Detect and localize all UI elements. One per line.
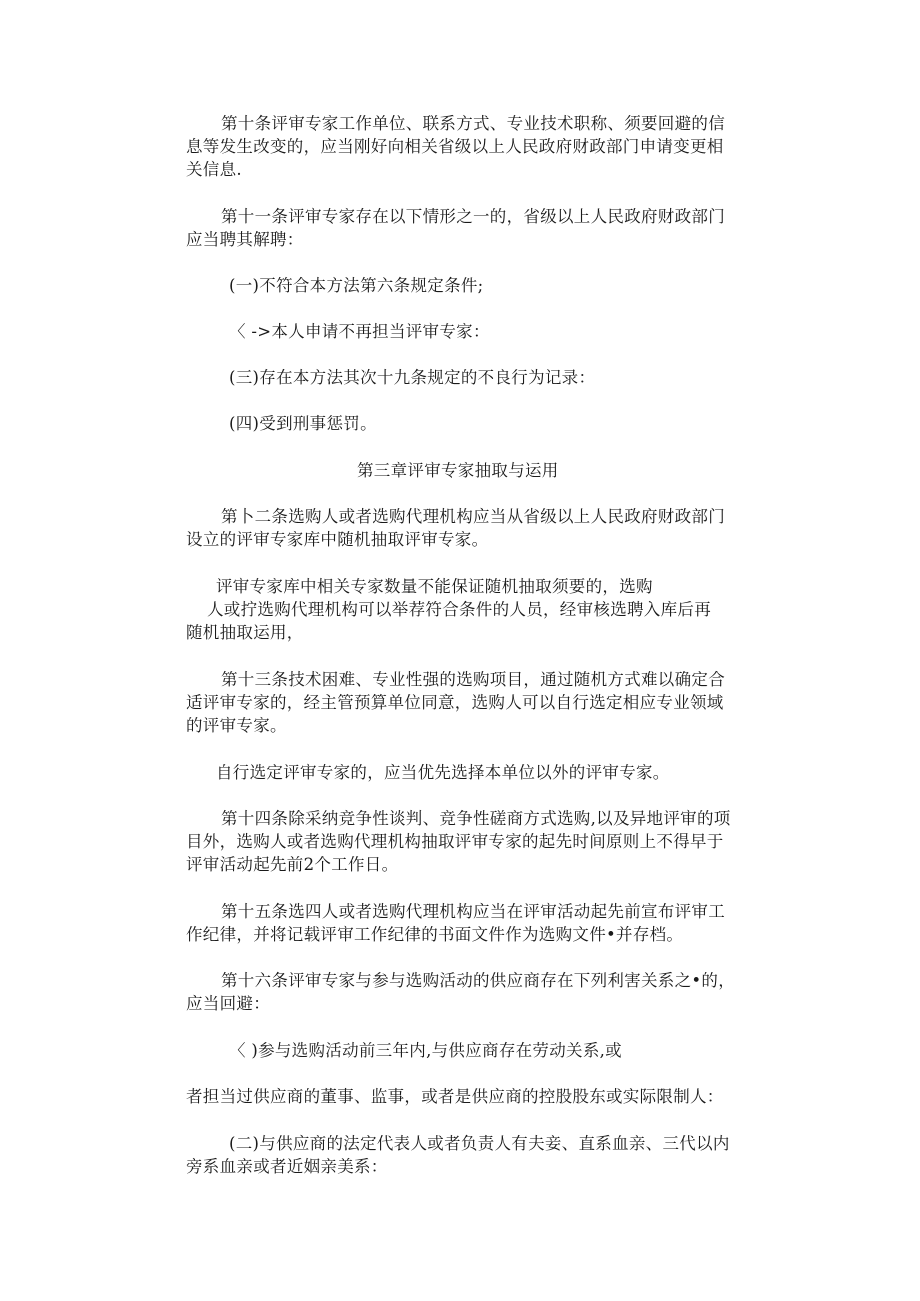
article-11-item-1: (一)不符合本方法第六条规定条件; <box>229 276 484 295</box>
article-13-line-2: 适评审专家的，经主管预算单位同意，选购人可以自行选定相应专业领域 <box>186 693 724 712</box>
article-16-item-1-line-2: 者担当过供应商的董事、监事，或者是供应商的控股股东或实际限制人： <box>186 1087 724 1106</box>
article-15-line-2: 作纪律，并将记载评审工作纪律的书面文件作为选购文件•并存档。 <box>186 925 684 944</box>
article-10-line-2: 息等发生改变的，应当刚好向相关省级以上人民政府财政部门申请变更相 <box>186 137 724 156</box>
article-14-line-1: 第十四条除采纳竞争性谈判、竞争性磋商方式选购,以及异地评审的项 <box>221 809 731 828</box>
article-12-para2-line-3: 随机抽取运用， <box>186 623 304 642</box>
article-11-item-4: (四)受到刑事惩罚。 <box>229 414 377 433</box>
article-11-item-3: (三)存在本方法其次十九条规定的不良行为记录： <box>229 368 596 387</box>
article-11-line-1: 第十一条评审专家存在以下情形之一的，省级以上人民政府财政部门 <box>221 207 725 226</box>
article-10-line-1: 第十条评审专家工作单位、联系方式、专业技术职称、须要回避的信 <box>221 114 725 133</box>
article-16-line-1: 第十六条评审专家与参与选购活动的供应商存在下列利害关系之•的， <box>221 971 736 990</box>
article-14-line-2: 目外，选购人或者选购代理机构抽取评审专家的起先时间原则上不得早于 <box>186 832 724 851</box>
article-16-item-2-line-2: 旁系血亲或者近姻亲美系： <box>186 1157 388 1176</box>
article-12-line-1: 第卜二条选购人或者选购代理机构应当从省级以上人民政府财政部门 <box>221 507 725 526</box>
article-12-para2-line-2: 人或拧选购代理机构可以举荐符合条件的人员，经审核选聘入库后再 <box>207 600 711 619</box>
article-11-line-2: 应当聘其解聘： <box>186 230 304 249</box>
article-12-para2-line-1: 评审专家库中相关专家数量不能保证随机抽取须要的，选购 <box>216 577 653 596</box>
article-14-line-3: 评审活动起先前2个工作日。 <box>186 855 399 874</box>
article-15-line-1: 第十五条选四人或者选购代理机构应当在评审活动起先前宣布评审工 <box>221 902 725 921</box>
article-11-item-2: 〈 ->本人申请不再担当评审专家： <box>229 322 490 341</box>
article-12-line-2: 设立的评审专家库中随机抽取评审专家。 <box>186 530 489 549</box>
article-13-line-1: 第十三条技术困难、专业性强的选购项目，通过随机方式难以确定合 <box>221 670 725 689</box>
article-16-line-2: 应当回避： <box>186 994 270 1013</box>
article-13-line-3: 的评审专家。 <box>186 716 287 735</box>
chapter-3-heading: 第三章评审专家抽取与运用 <box>357 461 559 480</box>
article-16-item-1-line-1: 〈 )参与选购活动前三年内,与供应商存在劳动关系,或 <box>229 1041 622 1060</box>
article-10-line-3: 关信息. <box>186 160 242 179</box>
article-13-para2-line-1: 自行选定评审专家的，应当优先选择本单位以外的评审专家。 <box>216 763 670 782</box>
article-16-item-2-line-1: (二)与供应商的法定代表人或者负责人有夫妾、直系血亲、三代以内 <box>229 1134 730 1153</box>
